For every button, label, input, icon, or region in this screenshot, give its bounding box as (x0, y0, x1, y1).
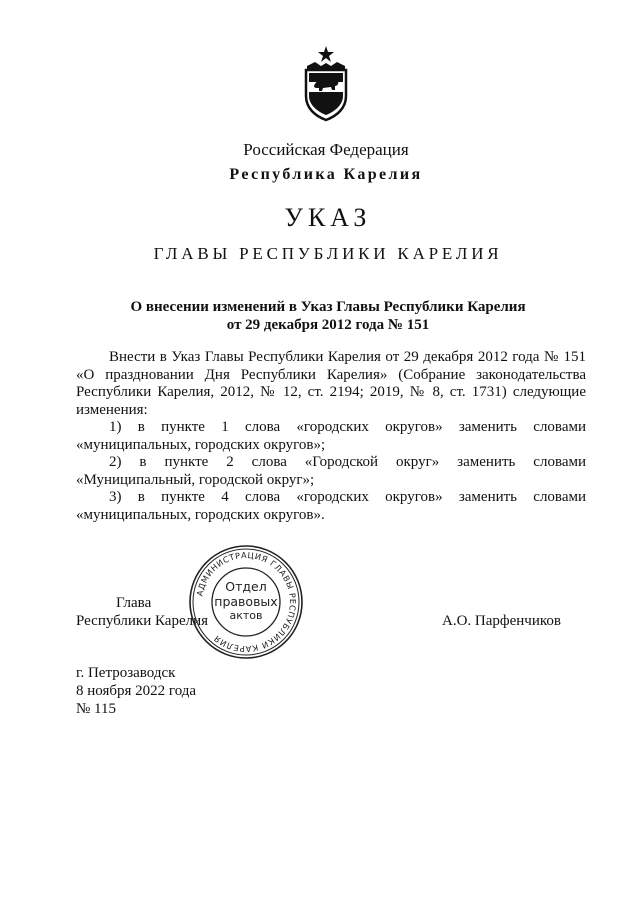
body-item-1: 1) в пункте 1 слова «городских округов» заменить словами «муниципальных, городских округов»; (76, 419, 586, 453)
karelia-coat-of-arms-icon (301, 46, 351, 122)
subject-line-1: О внесении изменений в Указ Главы Республики Карелия (130, 299, 526, 315)
body-intro-paragraph: Внести в Указ Главы Республики Карелия от 29 декабря 2012 года № 151 «О праздновании Дня Республики Карелия» (Собрание законодательства Республики Карелия, 2012, № 12, ст. 2194; 2019, № 8, ст. 1731) следующие изменения: (76, 349, 586, 418)
signatory-title-line-1: Глава (116, 595, 152, 611)
issue-city: г. Петрозаводск (76, 665, 176, 681)
body-item-2: 2) в пункте 2 слова «Городской округ» заменить словами «Муниципальный, городской округ»; (76, 454, 586, 488)
document-body (76, 349, 586, 524)
country-name: Российская Федерация (243, 140, 409, 159)
stamp-center-line-1: Отдел (225, 579, 267, 594)
subject-line-2: от 29 декабря 2012 года № 151 (226, 317, 430, 333)
document-footer (76, 664, 196, 718)
republic-name: Республика Карелия (229, 166, 423, 183)
signatory-title-line-2: Республики Карелия (76, 613, 209, 629)
body-item-3: 3) в пункте 4 слова «городских округов» заменить словами «муниципальных, городских округов». (76, 489, 586, 523)
issue-date: 8 ноября 2022 года (76, 683, 197, 699)
document-subject (8, 298, 640, 334)
document-type: УКАЗ (284, 203, 372, 232)
official-stamp-icon (187, 543, 305, 661)
stamp-center-line-3: актов (229, 609, 263, 622)
document-number: № 115 (76, 701, 117, 717)
issuer-title: ГЛАВЫ РЕСПУБЛИКИ КАРЕЛИЯ (153, 244, 503, 263)
stamp-center-line-2: правовых (214, 594, 278, 609)
stamp-ring-text: АДМИНИСТРАЦИЯ ГЛАВЫ РЕСПУБЛИКИ КАРЕЛИЯ (194, 549, 299, 655)
signatory-name: А.О. Парфенчиков (442, 613, 561, 629)
